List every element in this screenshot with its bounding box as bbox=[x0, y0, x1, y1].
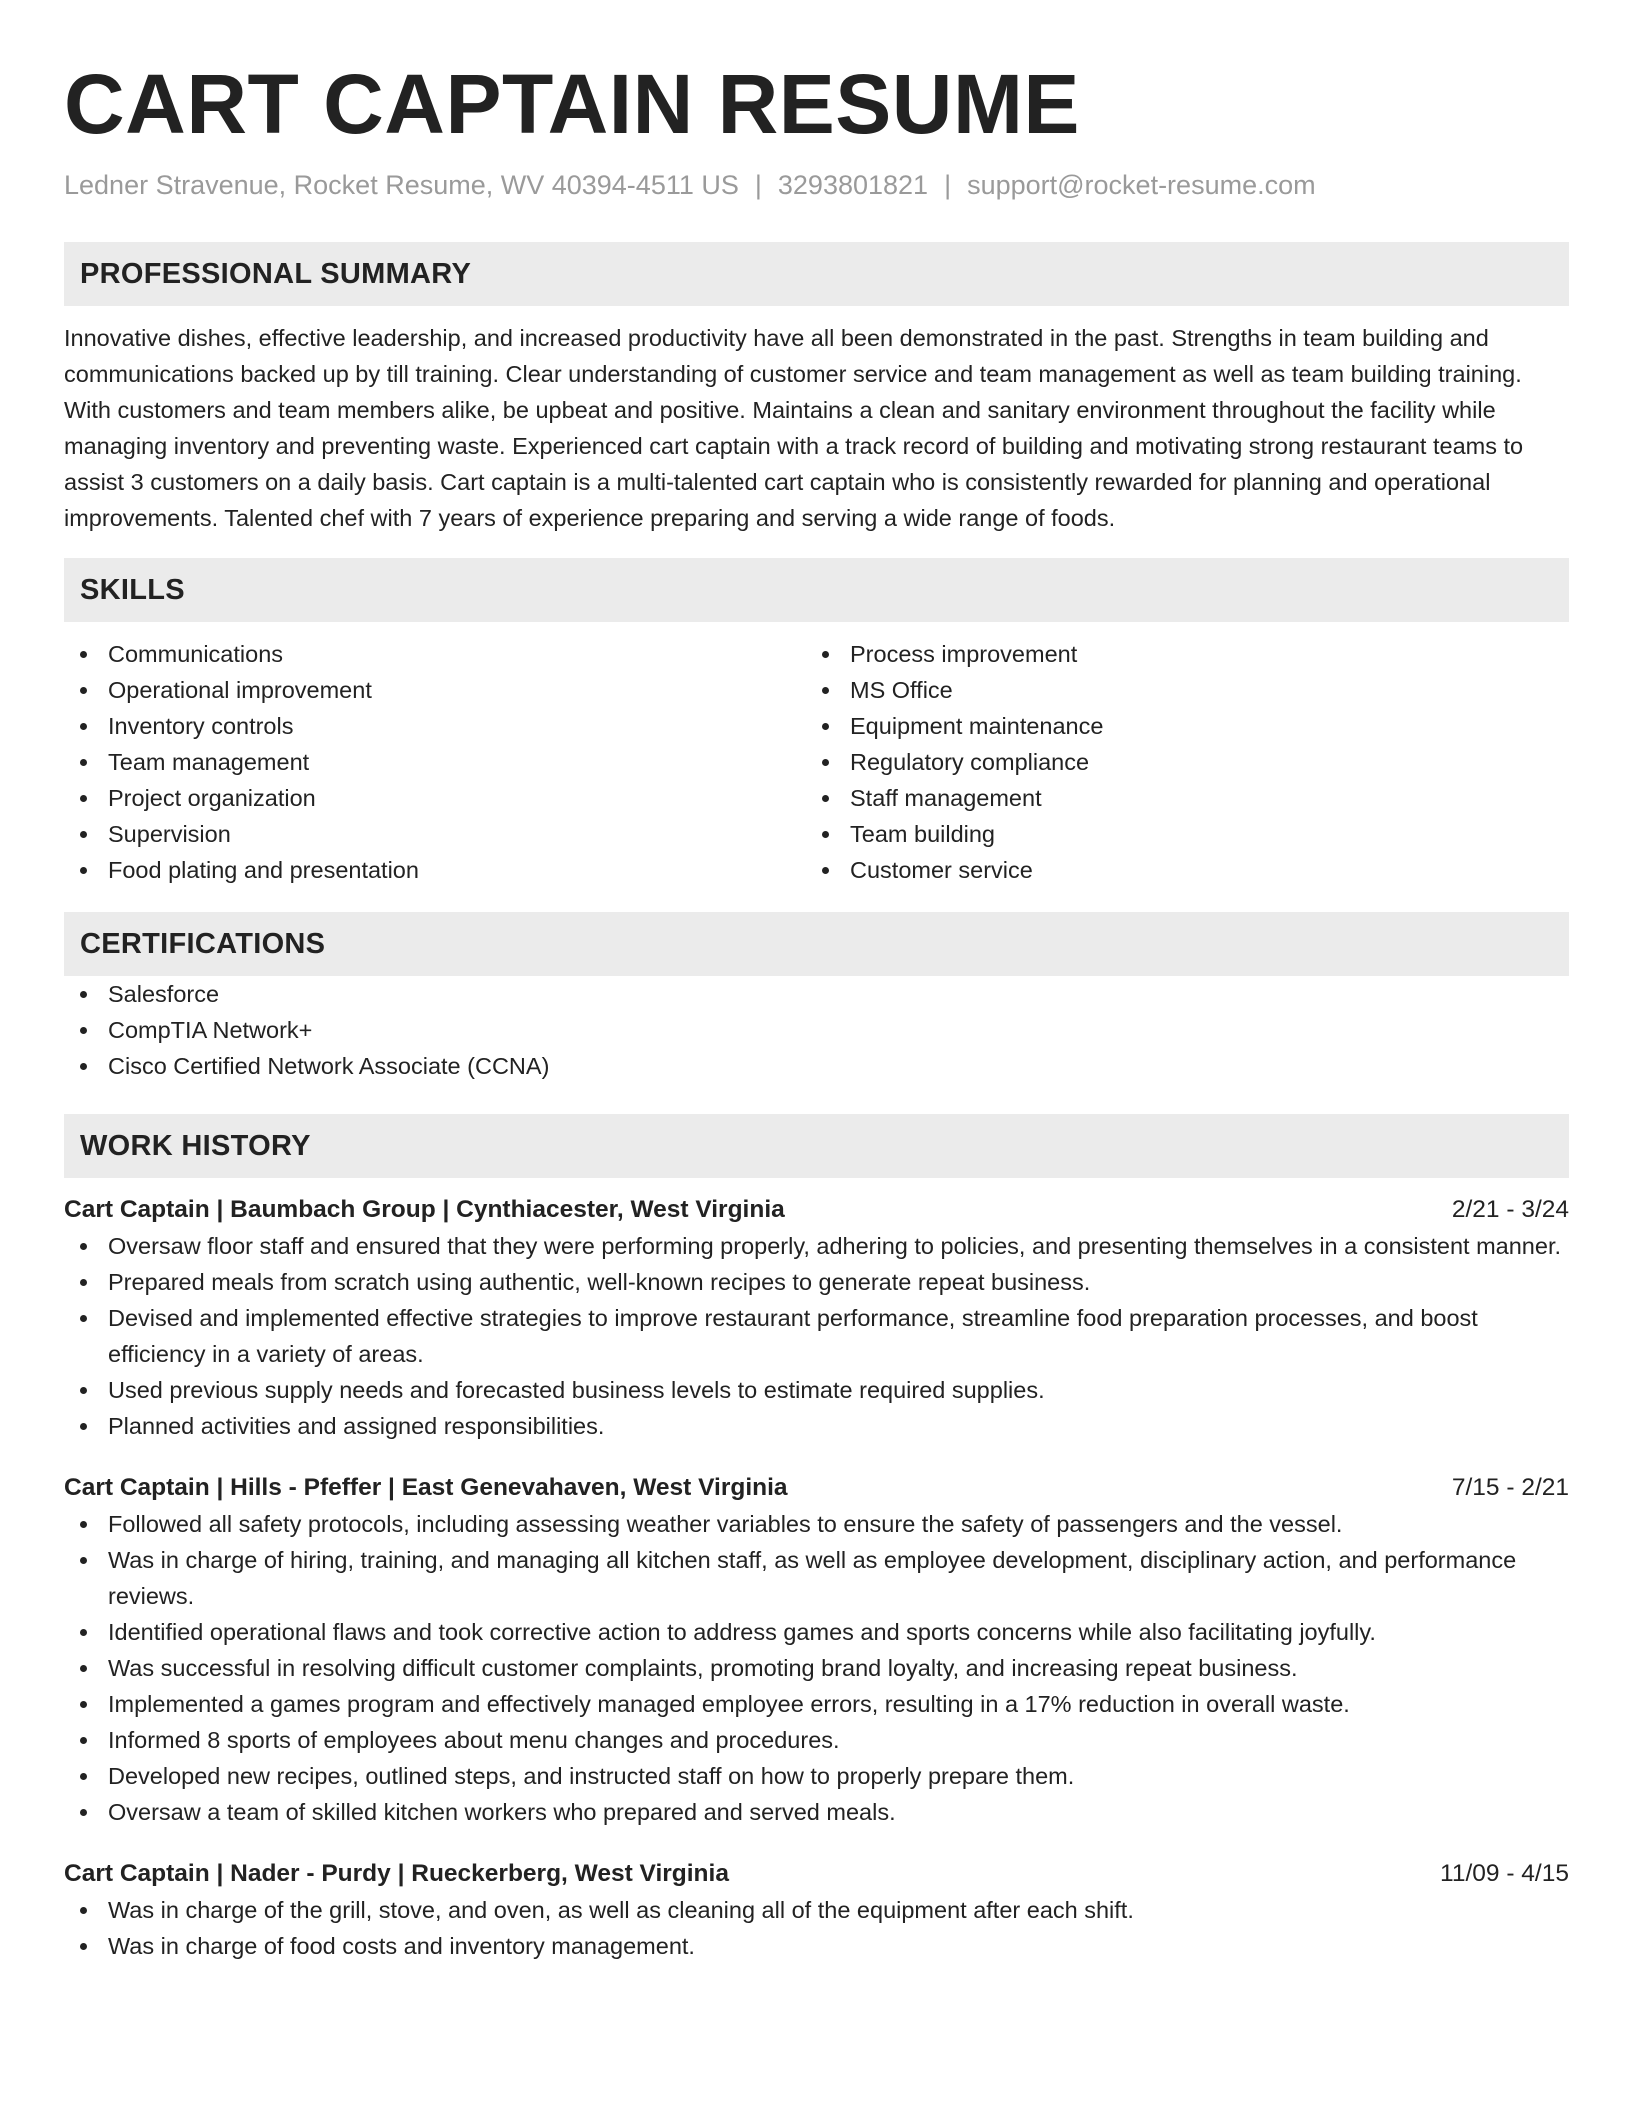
bullet-dot bbox=[80, 1737, 87, 1744]
bullet-dot bbox=[822, 687, 829, 694]
job-bullet: Followed all safety protocols, including assessing weather variables to ensure the safety of passengers and the vessel. bbox=[64, 1506, 1569, 1542]
bullet-dot bbox=[80, 1423, 87, 1430]
skills-list-left bbox=[64, 636, 806, 888]
skills-column-right bbox=[806, 636, 1548, 888]
skill-item: Regulatory compliance bbox=[806, 744, 1548, 780]
contact-separator: | bbox=[944, 170, 952, 200]
skill-item: Staff management bbox=[806, 780, 1548, 816]
skill-item: Supervision bbox=[64, 816, 806, 852]
skill-item: Equipment maintenance bbox=[806, 708, 1548, 744]
job-bullet: Used previous supply needs and forecasted business levels to estimate required supplies. bbox=[64, 1372, 1569, 1408]
skill-item: Team building bbox=[806, 816, 1548, 852]
bullet-dot bbox=[822, 723, 829, 730]
skill-item: Inventory controls bbox=[64, 708, 806, 744]
skill-item: Communications bbox=[64, 636, 806, 672]
bullet-dot bbox=[80, 1027, 87, 1034]
bullet-dot bbox=[80, 687, 87, 694]
job-bullet: Was in charge of hiring, training, and managing all kitchen staff, as well as employee development, disciplinary action, and performance reviews. bbox=[64, 1542, 1569, 1614]
section-header-professional-summary: PROFESSIONAL SUMMARY bbox=[64, 242, 1569, 306]
job-bullet: Oversaw a team of skilled kitchen workers who prepared and served meals. bbox=[64, 1794, 1569, 1830]
bullet-dot bbox=[80, 1521, 87, 1528]
bullet-dot bbox=[80, 1907, 87, 1914]
bullet-dot bbox=[80, 867, 87, 874]
certification-item: Cisco Certified Network Associate (CCNA) bbox=[64, 1048, 1569, 1084]
skill-item: Process improvement bbox=[806, 636, 1548, 672]
bullet-dot bbox=[822, 867, 829, 874]
section-header-certifications: CERTIFICATIONS bbox=[64, 912, 1569, 976]
job-bullet: Implemented a games program and effectively managed employee errors, resulting in a 17% reduction in overall waste. bbox=[64, 1686, 1569, 1722]
contact-phone: 3293801821 bbox=[777, 170, 929, 200]
section-header-work-history: WORK HISTORY bbox=[64, 1114, 1569, 1178]
bullet-dot bbox=[80, 1701, 87, 1708]
skill-item: Food plating and presentation bbox=[64, 852, 806, 888]
job-bullet: Identified operational flaws and took corrective action to address games and sports concerns while also facilitating joyfully. bbox=[64, 1614, 1569, 1650]
job-title: Cart Captain | Baumbach Group | Cynthiacester, West Virginia bbox=[64, 1196, 785, 1223]
bullet-dot bbox=[80, 991, 87, 998]
bullet-dot bbox=[80, 1943, 87, 1950]
resume-page bbox=[64, 0, 1569, 1964]
skill-item: Operational improvement bbox=[64, 672, 806, 708]
job-bullet: Was in charge of food costs and inventory management. bbox=[64, 1928, 1569, 1964]
resume-title: CART CAPTAIN RESUME bbox=[64, 57, 1080, 151]
bullet-dot bbox=[80, 651, 87, 658]
job-bullet: Was successful in resolving difficult customer complaints, promoting brand loyalty, and increasing repeat business. bbox=[64, 1650, 1569, 1686]
job-entry bbox=[64, 1192, 1569, 1444]
job-title: Cart Captain | Hills - Pfeffer | East Genevahaven, West Virginia bbox=[64, 1474, 788, 1501]
skills-columns bbox=[64, 636, 1569, 888]
job-bullet: Informed 8 sports of employees about menu changes and procedures. bbox=[64, 1722, 1569, 1758]
summary-text: Innovative dishes, effective leadership, and increased productivity have all been demonstrated in the past. Strengths in team building and communications backed up by till training. Clear understanding of customer service and team management as well as team building training. With customers and team members alike, be upbeat and positive. Maintains a clean and sanitary environment throughout the facility while managing inventory and preventing waste. Experienced cart captain with a track record of building and motivating strong restaurant teams to assist 3 customers on a daily basis. Cart captain is a multi-talented cart captain who is consistently rewarded for planning and operational improvements. Talented chef with 7 years of experience preparing and serving a wide range of foods. bbox=[64, 325, 1524, 531]
bullet-dot bbox=[80, 1557, 87, 1564]
bullet-dot bbox=[80, 1279, 87, 1286]
job-bullet: Planned activities and assigned responsibilities. bbox=[64, 1408, 1569, 1444]
skill-item: Customer service bbox=[806, 852, 1548, 888]
bullet-dot bbox=[80, 795, 87, 802]
contact-line bbox=[64, 168, 1569, 202]
bullet-dot bbox=[80, 1387, 87, 1394]
bullet-dot bbox=[80, 759, 87, 766]
skill-item: Project organization bbox=[64, 780, 806, 816]
contact-email: support@rocket-resume.com bbox=[967, 170, 1316, 200]
job-dates: 2/21 - 3/24 bbox=[1451, 1196, 1569, 1223]
bullet-dot bbox=[80, 723, 87, 730]
job-bullet: Prepared meals from scratch using authentic, well-known recipes to generate repeat business. bbox=[64, 1264, 1569, 1300]
bullet-dot bbox=[822, 831, 829, 838]
bullet-dot bbox=[822, 759, 829, 766]
bullet-dot bbox=[80, 1665, 87, 1672]
bullet-dot bbox=[80, 1809, 87, 1816]
job-title: Cart Captain | Nader - Purdy | Rueckerberg, West Virginia bbox=[64, 1860, 729, 1887]
skills-column-left bbox=[64, 636, 806, 888]
job-bullet: Developed new recipes, outlined steps, and instructed staff on how to properly prepare them. bbox=[64, 1758, 1569, 1794]
job-dates: 7/15 - 2/21 bbox=[1451, 1474, 1569, 1501]
contact-address: Ledner Stravenue, Rocket Resume, WV 40394-4511 US bbox=[64, 170, 739, 200]
certifications-list bbox=[64, 976, 1569, 1084]
certification-item: CompTIA Network+ bbox=[64, 1012, 1569, 1048]
job-bullet: Was in charge of the grill, stove, and oven, as well as cleaning all of the equipment after each shift. bbox=[64, 1892, 1569, 1928]
skills-list-right bbox=[806, 636, 1548, 888]
job-bullets bbox=[64, 1506, 1569, 1830]
contact-separator: | bbox=[754, 170, 762, 200]
bullet-dot bbox=[80, 1629, 87, 1636]
skill-item: MS Office bbox=[806, 672, 1548, 708]
job-entry bbox=[64, 1470, 1569, 1830]
bullet-dot bbox=[80, 1773, 87, 1780]
job-header bbox=[64, 1856, 1569, 1892]
job-header bbox=[64, 1470, 1569, 1506]
job-bullet: Devised and implemented effective strategies to improve restaurant performance, streamline food preparation processes, and boost efficiency in a variety of areas. bbox=[64, 1300, 1569, 1372]
job-bullets bbox=[64, 1228, 1569, 1444]
job-dates: 11/09 - 4/15 bbox=[1440, 1860, 1569, 1887]
skill-item: Team management bbox=[64, 744, 806, 780]
bullet-dot bbox=[80, 1315, 87, 1322]
bullet-dot bbox=[80, 1243, 87, 1250]
bullet-dot bbox=[822, 651, 829, 658]
certification-item: Salesforce bbox=[64, 976, 1569, 1012]
job-bullets bbox=[64, 1892, 1569, 1964]
section-header-skills: SKILLS bbox=[64, 558, 1569, 622]
job-entry bbox=[64, 1856, 1569, 1964]
job-bullet: Oversaw floor staff and ensured that they were performing properly, adhering to policies, and presenting themselves in a consistent manner. bbox=[64, 1228, 1569, 1264]
bullet-dot bbox=[80, 831, 87, 838]
bullet-dot bbox=[80, 1063, 87, 1070]
bullet-dot bbox=[822, 795, 829, 802]
job-header bbox=[64, 1192, 1569, 1228]
